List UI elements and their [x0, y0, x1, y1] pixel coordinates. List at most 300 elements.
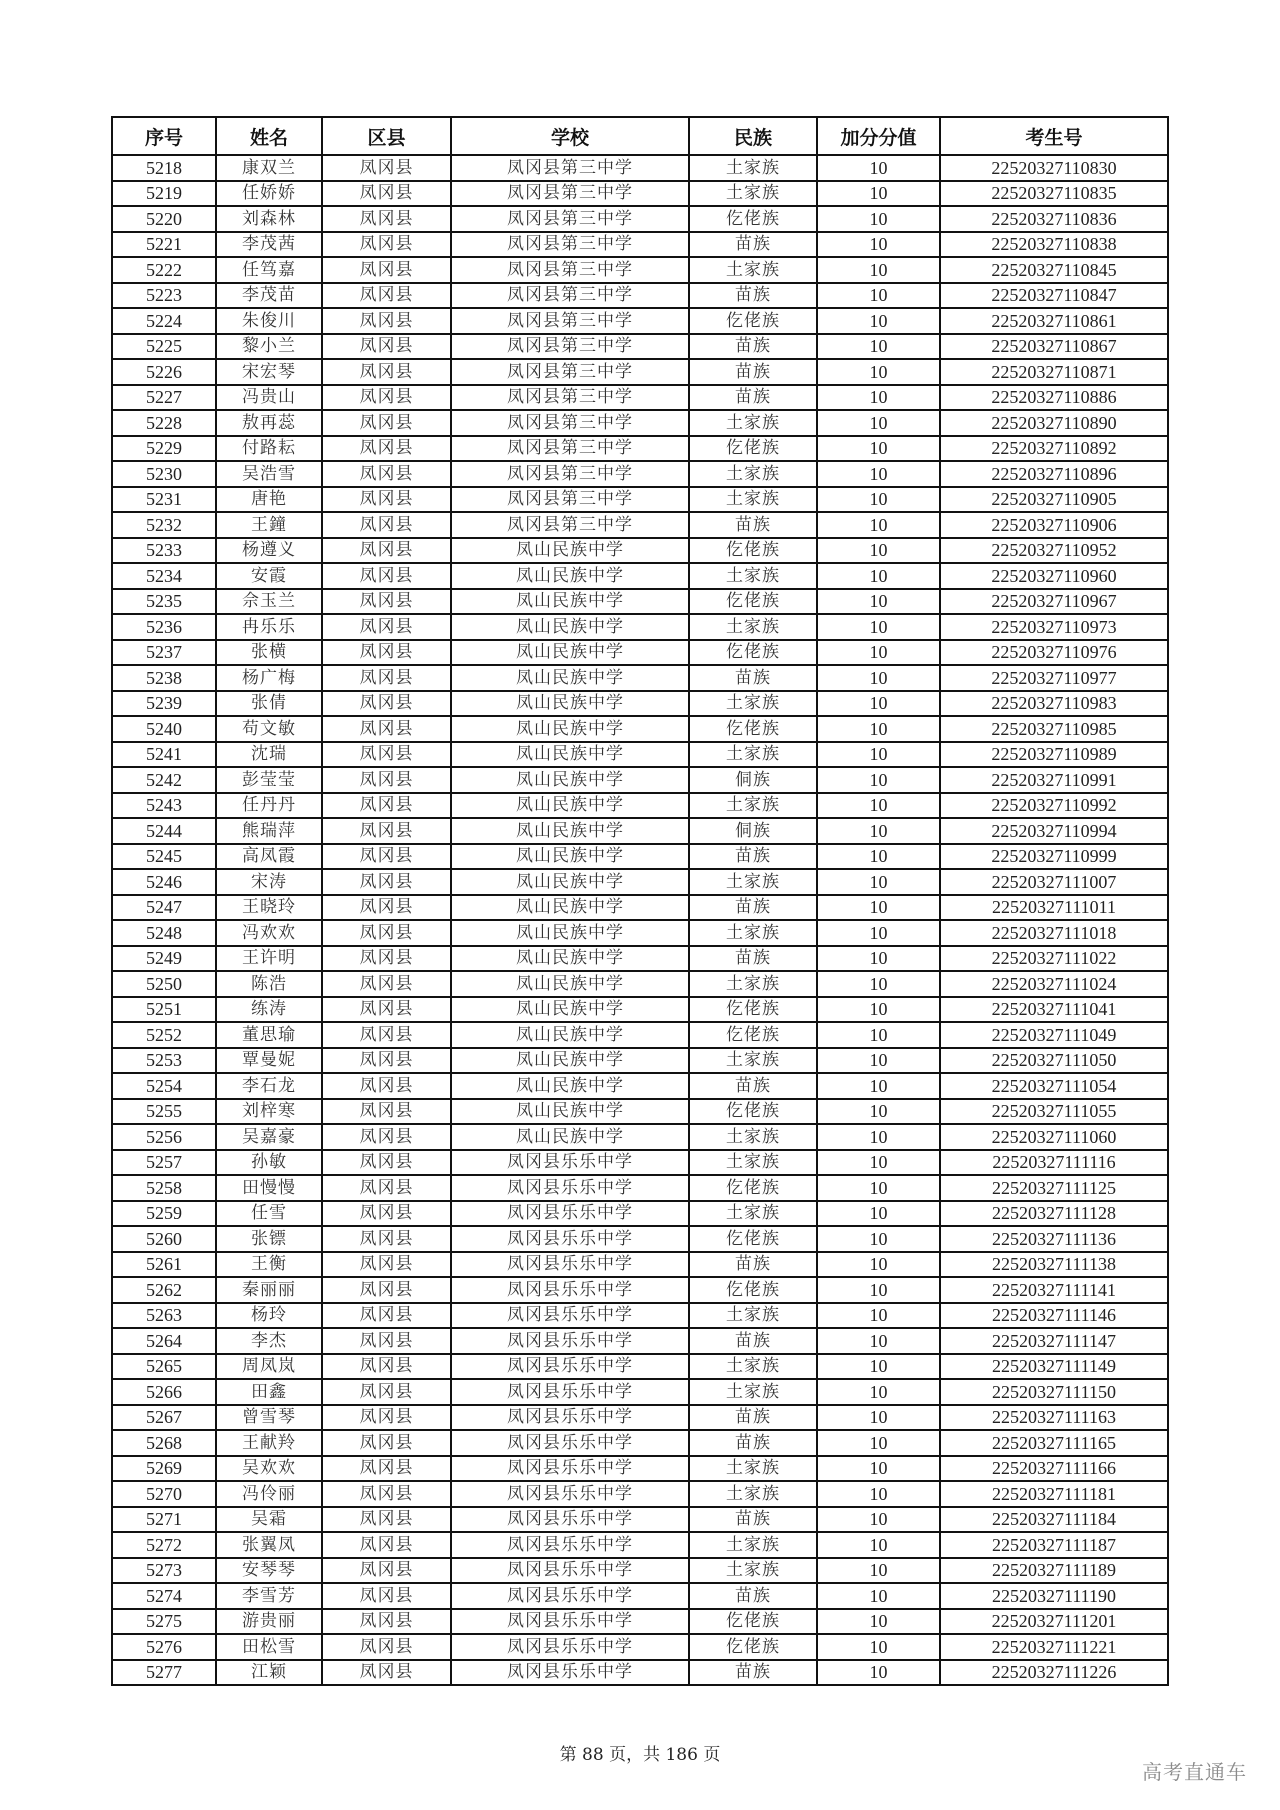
table-row	[112, 640, 1168, 666]
cell-county: 凤冈县	[322, 895, 451, 921]
cell-school: 凤冈县乐乐中学	[451, 1660, 689, 1686]
cell-bonus: 10	[817, 1405, 940, 1431]
cell-ethnicity: 土家族	[689, 869, 817, 895]
cell-index: 5228	[112, 410, 216, 436]
cell-bonus: 10	[817, 1124, 940, 1150]
cell-index: 5261	[112, 1252, 216, 1278]
cell-school: 凤山民族中学	[451, 895, 689, 921]
cell-ethnicity: 仡佬族	[689, 1175, 817, 1201]
table-row	[112, 283, 1168, 309]
cell-exam-id: 22520327111022	[940, 946, 1168, 972]
cell-index: 5234	[112, 563, 216, 589]
cell-exam-id: 22520327110973	[940, 614, 1168, 640]
cell-school: 凤冈县第三中学	[451, 232, 689, 258]
cell-exam-id: 22520327111136	[940, 1226, 1168, 1252]
table-row	[112, 997, 1168, 1023]
cell-school: 凤山民族中学	[451, 614, 689, 640]
cell-exam-id: 22520327111181	[940, 1481, 1168, 1507]
cell-name: 冯伶丽	[216, 1481, 322, 1507]
cell-ethnicity: 苗族	[689, 1073, 817, 1099]
cell-county: 凤冈县	[322, 793, 451, 819]
cell-exam-id: 22520327111221	[940, 1634, 1168, 1660]
cell-index: 5241	[112, 742, 216, 768]
table-row	[112, 665, 1168, 691]
cell-exam-id: 22520327111055	[940, 1099, 1168, 1125]
cell-school: 凤冈县乐乐中学	[451, 1532, 689, 1558]
table-row	[112, 232, 1168, 258]
cell-bonus: 10	[817, 257, 940, 283]
cell-county: 凤冈县	[322, 563, 451, 589]
cell-name: 吴欢欢	[216, 1456, 322, 1482]
cell-school: 凤冈县第三中学	[451, 206, 689, 232]
cell-bonus: 10	[817, 487, 940, 513]
cell-school: 凤山民族中学	[451, 971, 689, 997]
cell-bonus: 10	[817, 1609, 940, 1635]
cell-name: 康双兰	[216, 155, 322, 181]
cell-school: 凤冈县乐乐中学	[451, 1303, 689, 1329]
cell-index: 5230	[112, 461, 216, 487]
cell-name: 敖再蕊	[216, 410, 322, 436]
cell-bonus: 10	[817, 1532, 940, 1558]
cell-ethnicity: 土家族	[689, 1124, 817, 1150]
cell-ethnicity: 苗族	[689, 1507, 817, 1533]
table-row	[112, 359, 1168, 385]
cell-county: 凤冈县	[322, 1660, 451, 1686]
cell-ethnicity: 苗族	[689, 232, 817, 258]
cell-index: 5252	[112, 1022, 216, 1048]
cell-name: 王晓玲	[216, 895, 322, 921]
cell-exam-id: 22520327111150	[940, 1379, 1168, 1405]
cell-county: 凤冈县	[322, 1532, 451, 1558]
cell-bonus: 10	[817, 563, 940, 589]
cell-exam-id: 22520327110906	[940, 512, 1168, 538]
table-row	[112, 691, 1168, 717]
table-row	[112, 920, 1168, 946]
cell-name: 杨广梅	[216, 665, 322, 691]
cell-name: 李茂苗	[216, 283, 322, 309]
cell-county: 凤冈县	[322, 385, 451, 411]
cell-school: 凤山民族中学	[451, 1073, 689, 1099]
cell-school: 凤冈县乐乐中学	[451, 1150, 689, 1176]
cell-ethnicity: 苗族	[689, 1583, 817, 1609]
cell-ethnicity: 苗族	[689, 512, 817, 538]
cell-ethnicity: 苗族	[689, 334, 817, 360]
cell-county: 凤冈县	[322, 512, 451, 538]
cell-ethnicity: 土家族	[689, 971, 817, 997]
cell-bonus: 10	[817, 640, 940, 666]
cell-index: 5219	[112, 181, 216, 207]
cell-name: 唐艳	[216, 487, 322, 513]
cell-exam-id: 22520327110977	[940, 665, 1168, 691]
col-header-ethnicity: 民族	[689, 117, 817, 155]
cell-index: 5265	[112, 1354, 216, 1380]
cell-school: 凤山民族中学	[451, 997, 689, 1023]
cell-name: 任雪	[216, 1201, 322, 1227]
table-row	[112, 1328, 1168, 1354]
cell-index: 5233	[112, 538, 216, 564]
cell-exam-id: 22520327110994	[940, 818, 1168, 844]
cell-exam-id: 22520327110847	[940, 283, 1168, 309]
cell-ethnicity: 土家族	[689, 920, 817, 946]
cell-exam-id: 22520327111190	[940, 1583, 1168, 1609]
cell-ethnicity: 仡佬族	[689, 640, 817, 666]
cell-exam-id: 22520327111050	[940, 1048, 1168, 1074]
enrollment-bonus-table	[111, 116, 1169, 1686]
cell-county: 凤冈县	[322, 487, 451, 513]
cell-county: 凤冈县	[322, 997, 451, 1023]
table-row	[112, 1634, 1168, 1660]
cell-bonus: 10	[817, 920, 940, 946]
cell-exam-id: 22520327110830	[940, 155, 1168, 181]
cell-index: 5218	[112, 155, 216, 181]
cell-bonus: 10	[817, 1558, 940, 1584]
cell-exam-id: 22520327111128	[940, 1201, 1168, 1227]
cell-index: 5243	[112, 793, 216, 819]
cell-ethnicity: 土家族	[689, 1456, 817, 1482]
cell-bonus: 10	[817, 1201, 940, 1227]
cell-index: 5224	[112, 308, 216, 334]
cell-index: 5225	[112, 334, 216, 360]
table-row	[112, 1405, 1168, 1431]
cell-ethnicity: 侗族	[689, 818, 817, 844]
cell-name: 宋涛	[216, 869, 322, 895]
cell-exam-id: 22520327111060	[940, 1124, 1168, 1150]
cell-school: 凤冈县乐乐中学	[451, 1609, 689, 1635]
cell-school: 凤冈县乐乐中学	[451, 1201, 689, 1227]
cell-school: 凤冈县第三中学	[451, 308, 689, 334]
cell-index: 5229	[112, 436, 216, 462]
table-row	[112, 1379, 1168, 1405]
cell-ethnicity: 土家族	[689, 1558, 817, 1584]
cell-exam-id: 22520327110892	[940, 436, 1168, 462]
cell-bonus: 10	[817, 971, 940, 997]
cell-index: 5269	[112, 1456, 216, 1482]
cell-ethnicity: 苗族	[689, 1660, 817, 1686]
cell-exam-id: 22520327110835	[940, 181, 1168, 207]
cell-index: 5246	[112, 869, 216, 895]
table-row	[112, 257, 1168, 283]
table-row	[112, 895, 1168, 921]
cell-index: 5256	[112, 1124, 216, 1150]
cell-bonus: 10	[817, 1303, 940, 1329]
cell-exam-id: 22520327110991	[940, 767, 1168, 793]
cell-county: 凤冈县	[322, 716, 451, 742]
cell-school: 凤山民族中学	[451, 1099, 689, 1125]
cell-ethnicity: 仡佬族	[689, 1277, 817, 1303]
cell-ethnicity: 土家族	[689, 1048, 817, 1074]
cell-index: 5276	[112, 1634, 216, 1660]
cell-exam-id: 22520327110967	[940, 589, 1168, 615]
cell-exam-id: 22520327110960	[940, 563, 1168, 589]
cell-county: 凤冈县	[322, 665, 451, 691]
cell-ethnicity: 仡佬族	[689, 1022, 817, 1048]
cell-bonus: 10	[817, 334, 940, 360]
table-row	[112, 1175, 1168, 1201]
cell-name: 冉乐乐	[216, 614, 322, 640]
cell-exam-id: 22520327111189	[940, 1558, 1168, 1584]
cell-county: 凤冈县	[322, 1150, 451, 1176]
cell-bonus: 10	[817, 1481, 940, 1507]
cell-bonus: 10	[817, 1022, 940, 1048]
table-row	[112, 155, 1168, 181]
cell-exam-id: 22520327111138	[940, 1252, 1168, 1278]
cell-name: 田鑫	[216, 1379, 322, 1405]
cell-name: 王衡	[216, 1252, 322, 1278]
cell-county: 凤冈县	[322, 283, 451, 309]
cell-index: 5254	[112, 1073, 216, 1099]
cell-bonus: 10	[817, 1379, 940, 1405]
cell-name: 刘梓寒	[216, 1099, 322, 1125]
cell-ethnicity: 仡佬族	[689, 589, 817, 615]
cell-ethnicity: 土家族	[689, 1379, 817, 1405]
cell-bonus: 10	[817, 410, 940, 436]
cell-exam-id: 22520327111187	[940, 1532, 1168, 1558]
cell-county: 凤冈县	[322, 767, 451, 793]
cell-exam-id: 22520327110845	[940, 257, 1168, 283]
cell-county: 凤冈县	[322, 155, 451, 181]
watermark-text: 高考直通车	[1142, 1760, 1247, 1784]
cell-ethnicity: 苗族	[689, 283, 817, 309]
cell-county: 凤冈县	[322, 1405, 451, 1431]
cell-bonus: 10	[817, 895, 940, 921]
cell-county: 凤冈县	[322, 1175, 451, 1201]
cell-name: 冯贵山	[216, 385, 322, 411]
cell-bonus: 10	[817, 385, 940, 411]
table-row	[112, 1430, 1168, 1456]
cell-county: 凤冈县	[322, 359, 451, 385]
cell-ethnicity: 苗族	[689, 844, 817, 870]
cell-name: 张横	[216, 640, 322, 666]
cell-county: 凤冈县	[322, 436, 451, 462]
cell-name: 曾雪琴	[216, 1405, 322, 1431]
cell-exam-id: 22520327111165	[940, 1430, 1168, 1456]
cell-name: 王许明	[216, 946, 322, 972]
cell-bonus: 10	[817, 1456, 940, 1482]
cell-exam-id: 22520327111163	[940, 1405, 1168, 1431]
cell-county: 凤冈县	[322, 869, 451, 895]
cell-index: 5251	[112, 997, 216, 1023]
cell-bonus: 10	[817, 716, 940, 742]
cell-name: 熊瑞萍	[216, 818, 322, 844]
cell-ethnicity: 土家族	[689, 793, 817, 819]
cell-bonus: 10	[817, 1507, 940, 1533]
cell-school: 凤冈县乐乐中学	[451, 1175, 689, 1201]
cell-ethnicity: 土家族	[689, 257, 817, 283]
cell-school: 凤山民族中学	[451, 742, 689, 768]
cell-exam-id: 22520327111054	[940, 1073, 1168, 1099]
cell-county: 凤冈县	[322, 742, 451, 768]
cell-county: 凤冈县	[322, 1379, 451, 1405]
cell-school: 凤冈县第三中学	[451, 487, 689, 513]
cell-index: 5260	[112, 1226, 216, 1252]
cell-exam-id: 22520327110886	[940, 385, 1168, 411]
cell-index: 5221	[112, 232, 216, 258]
cell-index: 5275	[112, 1609, 216, 1635]
cell-county: 凤冈县	[322, 691, 451, 717]
cell-school: 凤山民族中学	[451, 793, 689, 819]
cell-county: 凤冈县	[322, 206, 451, 232]
table-row	[112, 589, 1168, 615]
cell-ethnicity: 土家族	[689, 410, 817, 436]
cell-ethnicity: 仡佬族	[689, 997, 817, 1023]
cell-school: 凤冈县乐乐中学	[451, 1634, 689, 1660]
cell-school: 凤山民族中学	[451, 844, 689, 870]
table-row	[112, 181, 1168, 207]
table-row	[112, 1099, 1168, 1125]
cell-index: 5273	[112, 1558, 216, 1584]
cell-name: 朱俊川	[216, 308, 322, 334]
cell-county: 凤冈县	[322, 308, 451, 334]
cell-index: 5250	[112, 971, 216, 997]
table-row	[112, 1201, 1168, 1227]
cell-exam-id: 22520327111024	[940, 971, 1168, 997]
col-header-school: 学校	[451, 117, 689, 155]
cell-school: 凤山民族中学	[451, 920, 689, 946]
cell-school: 凤冈县乐乐中学	[451, 1328, 689, 1354]
cell-school: 凤冈县乐乐中学	[451, 1277, 689, 1303]
cell-name: 彭莹莹	[216, 767, 322, 793]
cell-county: 凤冈县	[322, 1252, 451, 1278]
cell-ethnicity: 仡佬族	[689, 716, 817, 742]
cell-exam-id: 22520327111018	[940, 920, 1168, 946]
cell-bonus: 10	[817, 436, 940, 462]
cell-bonus: 10	[817, 614, 940, 640]
table-row	[112, 716, 1168, 742]
cell-index: 5263	[112, 1303, 216, 1329]
cell-county: 凤冈县	[322, 946, 451, 972]
cell-name: 覃曼妮	[216, 1048, 322, 1074]
table-row	[112, 563, 1168, 589]
cell-ethnicity: 土家族	[689, 1150, 817, 1176]
cell-school: 凤冈县乐乐中学	[451, 1583, 689, 1609]
cell-bonus: 10	[817, 538, 940, 564]
cell-name: 杨玲	[216, 1303, 322, 1329]
cell-school: 凤山民族中学	[451, 640, 689, 666]
cell-index: 5253	[112, 1048, 216, 1074]
cell-exam-id: 22520327110989	[940, 742, 1168, 768]
cell-school: 凤山民族中学	[451, 589, 689, 615]
cell-exam-id: 22520327111149	[940, 1354, 1168, 1380]
table-row	[112, 436, 1168, 462]
cell-bonus: 10	[817, 1048, 940, 1074]
table-row	[112, 1277, 1168, 1303]
table-row	[112, 1252, 1168, 1278]
cell-school: 凤冈县第三中学	[451, 283, 689, 309]
cell-ethnicity: 土家族	[689, 155, 817, 181]
cell-exam-id: 22520327110985	[940, 716, 1168, 742]
cell-name: 董思瑜	[216, 1022, 322, 1048]
cell-ethnicity: 土家族	[689, 1532, 817, 1558]
cell-index: 5247	[112, 895, 216, 921]
cell-school: 凤冈县乐乐中学	[451, 1430, 689, 1456]
table-row	[112, 971, 1168, 997]
cell-county: 凤冈县	[322, 1507, 451, 1533]
cell-index: 5227	[112, 385, 216, 411]
table-row	[112, 538, 1168, 564]
cell-county: 凤冈县	[322, 1022, 451, 1048]
table-row	[112, 1226, 1168, 1252]
cell-bonus: 10	[817, 1660, 940, 1686]
cell-index: 5255	[112, 1099, 216, 1125]
cell-school: 凤冈县第三中学	[451, 385, 689, 411]
cell-name: 任笃嘉	[216, 257, 322, 283]
cell-exam-id: 22520327110867	[940, 334, 1168, 360]
cell-name: 李茂茜	[216, 232, 322, 258]
cell-index: 5226	[112, 359, 216, 385]
cell-ethnicity: 苗族	[689, 1405, 817, 1431]
table-row	[112, 1481, 1168, 1507]
cell-county: 凤冈县	[322, 971, 451, 997]
cell-ethnicity: 土家族	[689, 487, 817, 513]
cell-school: 凤山民族中学	[451, 1124, 689, 1150]
table-row	[112, 1022, 1168, 1048]
cell-index: 5242	[112, 767, 216, 793]
table-row	[112, 742, 1168, 768]
cell-exam-id: 22520327111184	[940, 1507, 1168, 1533]
cell-index: 5239	[112, 691, 216, 717]
cell-exam-id: 22520327110999	[940, 844, 1168, 870]
table-row	[112, 410, 1168, 436]
cell-ethnicity: 苗族	[689, 359, 817, 385]
cell-index: 5271	[112, 1507, 216, 1533]
table-row	[112, 1660, 1168, 1686]
cell-name: 秦丽丽	[216, 1277, 322, 1303]
cell-name: 任丹丹	[216, 793, 322, 819]
cell-name: 田慢慢	[216, 1175, 322, 1201]
table-row	[112, 334, 1168, 360]
cell-county: 凤冈县	[322, 232, 451, 258]
cell-county: 凤冈县	[322, 1048, 451, 1074]
cell-ethnicity: 仡佬族	[689, 1226, 817, 1252]
cell-ethnicity: 土家族	[689, 563, 817, 589]
cell-school: 凤冈县第三中学	[451, 257, 689, 283]
cell-bonus: 10	[817, 308, 940, 334]
cell-school: 凤山民族中学	[451, 767, 689, 793]
cell-index: 5259	[112, 1201, 216, 1227]
cell-ethnicity: 仡佬族	[689, 206, 817, 232]
cell-county: 凤冈县	[322, 589, 451, 615]
cell-exam-id: 22520327111116	[940, 1150, 1168, 1176]
cell-bonus: 10	[817, 1430, 940, 1456]
cell-bonus: 10	[817, 206, 940, 232]
cell-county: 凤冈县	[322, 257, 451, 283]
cell-school: 凤冈县乐乐中学	[451, 1558, 689, 1584]
cell-county: 凤冈县	[322, 1201, 451, 1227]
cell-bonus: 10	[817, 461, 940, 487]
cell-county: 凤冈县	[322, 334, 451, 360]
cell-ethnicity: 仡佬族	[689, 308, 817, 334]
cell-county: 凤冈县	[322, 1634, 451, 1660]
cell-school: 凤冈县乐乐中学	[451, 1226, 689, 1252]
cell-index: 5238	[112, 665, 216, 691]
cell-name: 高凤霞	[216, 844, 322, 870]
cell-school: 凤山民族中学	[451, 563, 689, 589]
table-row	[112, 1048, 1168, 1074]
cell-name: 张倩	[216, 691, 322, 717]
table-row	[112, 946, 1168, 972]
table-body	[112, 155, 1168, 1685]
cell-index: 5235	[112, 589, 216, 615]
cell-index: 5220	[112, 206, 216, 232]
col-header-exam-id: 考生号	[940, 117, 1168, 155]
cell-county: 凤冈县	[322, 1609, 451, 1635]
cell-exam-id: 22520327111041	[940, 997, 1168, 1023]
cell-exam-id: 22520327110905	[940, 487, 1168, 513]
cell-bonus: 10	[817, 283, 940, 309]
cell-name: 安琴琴	[216, 1558, 322, 1584]
cell-county: 凤冈县	[322, 538, 451, 564]
cell-name: 黎小兰	[216, 334, 322, 360]
